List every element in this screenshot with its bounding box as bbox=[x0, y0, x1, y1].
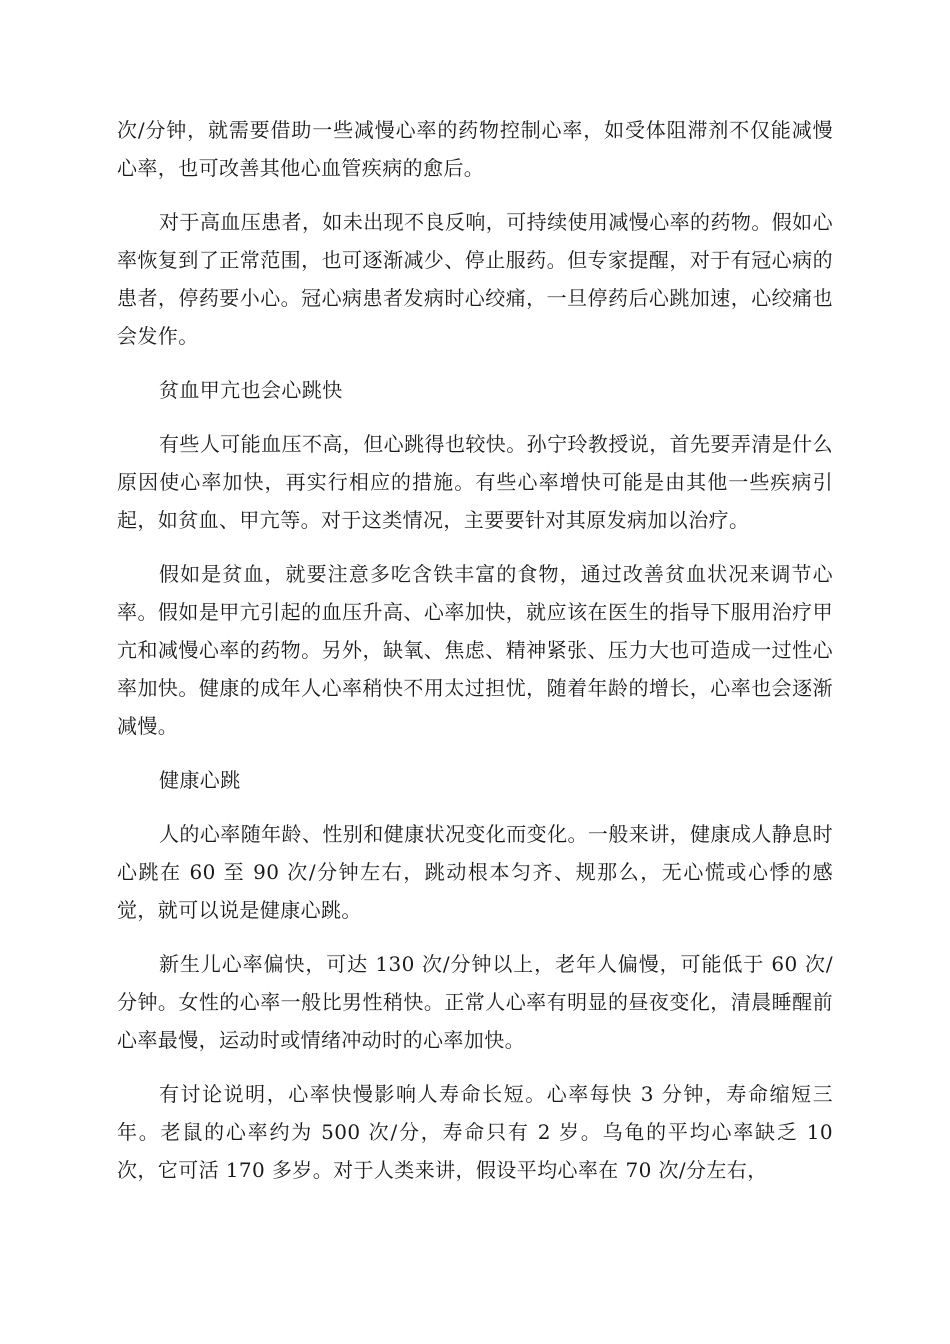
paragraph-healthy-rate: 人的心率随年龄、性别和健康状况变化而变化。一般来讲，健康成人静息时心跳在 60 至 90 次/分钟左右，跳动根本匀齐、规那么，无心慌或心悸的感觉，就可以说是健康心跳。 bbox=[117, 822, 833, 922]
paragraph-high-rate-causes: 有些人可能血压不高，但心跳得也较快。孙宁玲教授说，首先要弄清是什么原因使心率加快，再实行相应的措施。有些心率增快可能是由其他一些疾病引起，如贫血、甲亢等。对于这类情况，主要要针对其原发病加以治疗。 bbox=[117, 432, 833, 532]
section-heading-anemia: 贫血甲亢也会心跳快 bbox=[159, 378, 343, 402]
paragraph-hypertension: 对于高血压患者，如未出现不良反响，可持续使用减慢心率的药物。假如心率恢复到了正常范围，也可逐渐减少、停止服药。但专家提醒，对于有冠心病的患者，停药要小心。冠心病患者发病时心绞痛，一旦停药后心跳加速，心绞痛也会发作。 bbox=[117, 210, 833, 348]
document-page bbox=[117, 111, 833, 1205]
paragraph-continuation: 次/分钟，就需要借助一些减慢心率的药物控制心率，如受体阻滞剂不仅能减慢心率，也可改善其他心血管疾病的愈后。 bbox=[117, 118, 833, 180]
paragraph-anemia-treatment: 假如是贫血，就要注意多吃含铁丰富的食物，通过改善贫血状况来调节心率。假如是甲亢引起的血压升高、心率加快，就应该在医生的指导下服用治疗甲亢和减慢心率的药物。另外，缺氧、焦虑、精神紧张、压力大也可造成一过性心率加快。健康的成年人心率稍快不用太过担忧，随着年龄的增长，心率也会逐渐减慢。 bbox=[117, 562, 833, 738]
paragraph-lifespan: 有讨论说明，心率快慢影响人寿命长短。心率每快 3 分钟，寿命缩短三年。老鼠的心率约为 500 次/分，寿命只有 2 岁。乌龟的平均心率缺乏 10 次，它可活 170 多岁。对于人类来讲，假设平均心率在 70 次/分左右， bbox=[117, 1082, 833, 1182]
section-heading-healthy-heartbeat: 健康心跳 bbox=[159, 768, 241, 792]
paragraph-age-gender: 新生儿心率偏快，可达 130 次/分钟以上，老年人偏慢，可能低于 60 次/分钟。女性的心率一般比男性稍快。正常人心率有明显的昼夜变化，清晨睡醒前心率最慢，运动时或情绪冲动时的心率加快。 bbox=[117, 952, 833, 1052]
